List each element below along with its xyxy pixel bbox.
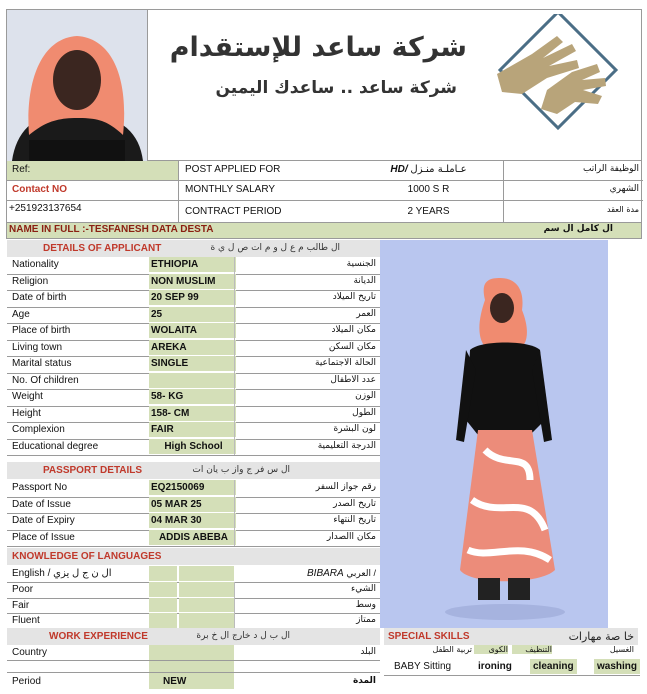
language-row-check-cell-2 — [179, 582, 234, 597]
column-divider — [234, 513, 235, 530]
passport-title: PASSPORT DETAILS — [43, 465, 143, 476]
applicant-row-label: Weight — [12, 391, 43, 402]
applicant-row-ar-label: الجنسية — [346, 259, 376, 269]
skills-ar-row — [384, 645, 638, 657]
applicant-row — [7, 373, 380, 391]
applicant-row-label: No. Of children — [12, 374, 79, 386]
period-ar-cell — [504, 201, 643, 223]
portrait-photo — [7, 10, 148, 161]
header — [6, 9, 642, 161]
applicant-row-ar-label: العمر — [356, 308, 376, 319]
post-value-ar: عـاملـة منـزل — [410, 164, 467, 175]
skill-cleaning: cleaning — [530, 659, 577, 674]
work-blank-row — [7, 661, 380, 673]
work-period-value: NEW — [163, 676, 187, 687]
company-slogan: شركة ساعد .. ساعدك اليمين — [215, 78, 457, 98]
column-divider — [234, 389, 235, 406]
country-value-cell — [149, 645, 234, 660]
skills-bottom-line — [384, 675, 640, 676]
period-value-cell — [354, 201, 504, 223]
language-row-ar-label: وسط — [355, 599, 376, 610]
applicant-row — [7, 323, 380, 341]
applicant-row-ar-label: مكان السكن — [328, 341, 376, 352]
applicant-row-value: WOLAITA — [149, 323, 236, 338]
applicant-row-label: Living town — [12, 341, 63, 353]
skill-ar-ironing: الكوى — [474, 645, 508, 654]
applicant-row-ar-label: الحالة الاجتماعية — [315, 358, 376, 368]
applicant-row-label: Age — [12, 308, 30, 320]
skills-title: SPECIAL SKILLS — [388, 631, 470, 642]
skill-ar-babysitting: تربية الطفل — [432, 645, 472, 654]
applicant-row-ar-label: الطول — [352, 407, 376, 418]
skill-ar-washing: الغسيل — [609, 645, 634, 654]
applicant-row-label: Marital status — [12, 358, 72, 369]
applicant-row-label: Religion — [12, 275, 49, 287]
full-name-ar-label: ال كامل ال سم — [543, 224, 613, 234]
passport-row-ar-label: تاريخ النتهاء — [333, 515, 376, 525]
language-row-check-cell-2 — [179, 613, 234, 628]
post-value-en: HD/ — [390, 164, 408, 175]
salary-ar-cell — [504, 181, 643, 201]
column-divider — [234, 356, 235, 373]
period-ar-label: المدة — [352, 676, 376, 686]
english-check-cell — [149, 566, 177, 581]
applicant-row-value: 158- CM — [149, 406, 236, 421]
period-label-cell — [179, 201, 354, 223]
applicant-row-label: Nationality — [12, 259, 59, 270]
work-period-row — [7, 673, 380, 689]
passport-row — [7, 513, 380, 531]
passport-row-label: Passport No — [12, 482, 68, 493]
top-table — [6, 161, 642, 223]
language-row-check-cell-2 — [179, 598, 234, 613]
column-divider — [234, 598, 235, 614]
arabic-label: العربي / — [346, 568, 376, 578]
full-name: NAME IN FULL :-TESFANESH DATA DESTA — [9, 224, 214, 235]
applicant-row — [7, 389, 380, 407]
applicant-row-ar-label: لون البشرة — [333, 424, 376, 434]
passport-row-value: 05 MAR 25 — [149, 497, 236, 512]
applicant-row-ar-label: الدرجة التعليمية — [317, 440, 376, 451]
language-row-check-cell — [149, 613, 177, 628]
passport-row-label: Date of Expiry — [12, 515, 75, 526]
period-row-label: Period — [12, 676, 41, 687]
applicant-row-value: NON MUSLIM — [149, 274, 236, 289]
passport-row-ar-label: تاريخ الصدر — [333, 498, 376, 509]
language-row — [7, 582, 380, 599]
language-header-row — [7, 566, 380, 583]
contact-label: Contact NO — [12, 184, 67, 195]
passport-row-value: EQ2150069 — [149, 480, 236, 495]
salary-value: 1000 S R — [407, 184, 450, 195]
language-row-check-cell — [149, 598, 177, 613]
language-row — [7, 598, 380, 615]
column-divider — [234, 323, 235, 340]
applicant-row-value: FAIR — [149, 422, 236, 437]
applicant-row-ar-label: مكان الميلاد — [331, 325, 376, 335]
applicant-row-ar-label: عدد الاطفال — [330, 374, 376, 385]
job-ar-label: الوظيفة الراتب — [582, 164, 639, 174]
post-label: POST APPLIED FOR — [185, 164, 281, 175]
country-ar-label: البلد — [360, 647, 376, 657]
column-divider — [234, 274, 235, 291]
applicant-row — [7, 290, 380, 308]
passport-row-ar-label: مكان االصدار — [326, 531, 376, 542]
english-check-cell-2 — [179, 566, 234, 581]
languages-section-header — [7, 548, 380, 565]
column-divider — [234, 582, 235, 598]
phone-cell — [7, 201, 179, 223]
passport-row-label: Place of Issue — [12, 531, 75, 543]
language-row-ar-label: الشيء — [350, 584, 376, 594]
column-divider — [234, 530, 235, 547]
applicant-section-header — [7, 240, 380, 257]
passport-row-label: Date of Issue — [12, 498, 71, 510]
applicant-title: DETAILS OF APPLICANT — [43, 243, 162, 254]
period-label: CONTRACT PERIOD — [185, 206, 282, 217]
passport-row — [7, 530, 380, 548]
column-divider — [234, 307, 235, 324]
applicant-row — [7, 257, 380, 275]
applicant-row-value: High School — [149, 439, 236, 454]
post-value-cell — [354, 161, 504, 181]
skill-babysitting: BABY Sitting — [394, 661, 452, 672]
period-value: 2 YEARS — [407, 206, 450, 217]
salary-value-cell — [354, 181, 504, 201]
column-divider — [234, 340, 235, 357]
applicant-row-label: Height — [12, 407, 41, 419]
passport-row-value: 04 MAR 30 — [149, 513, 236, 528]
applicant-row-ar-label: تاريخ الميلاد — [332, 292, 376, 302]
column-divider — [234, 406, 235, 423]
passport-row-value: ADDIS ABEBA — [149, 530, 236, 545]
applicant-title-ar: ال طالب م ع ل و م ات ص ل ي ة — [210, 243, 340, 253]
applicant-row-value: 20 SEP 99 — [149, 290, 236, 305]
passport-section-header — [7, 462, 380, 479]
work-country-row — [7, 645, 380, 661]
column-divider — [234, 613, 235, 629]
applicant-row-ar-label: الوزن — [355, 391, 376, 401]
period-ar-label: مدة العقد — [607, 205, 639, 214]
applicant-row-label: Complexion — [12, 424, 65, 435]
applicant-row-value: 58- KG — [149, 389, 236, 404]
ref-cell — [7, 161, 179, 181]
full-body-photo — [380, 240, 608, 628]
passport-title-ar: ال س فر ج واز ب يان ات — [192, 465, 290, 475]
arabic-value: BIBARA — [307, 568, 344, 579]
languages-title: KNOWLEDGE OF LANGUAGES — [12, 551, 162, 562]
column-divider — [234, 497, 235, 514]
company-title: شركة ساعد للإستقدام — [169, 32, 467, 63]
applicant-row-label: Educational degree — [12, 440, 99, 452]
phone-number: +251923137654 — [9, 203, 82, 214]
applicant-row-label: Place of birth — [12, 325, 71, 336]
language-row-label: Fluent — [12, 615, 40, 626]
applicant-row — [7, 307, 380, 325]
applicant-row — [7, 439, 380, 457]
work-title-ar: ال ب ل د خارج ال خ برة — [196, 631, 290, 641]
column-divider — [234, 480, 235, 497]
work-blank-cell — [149, 661, 234, 672]
skill-ironing: ironing — [478, 661, 512, 672]
english-label: English / ال ن ج ل يزي — [12, 568, 112, 579]
passport-row-ar-label: رقم جواز السفر — [315, 482, 376, 492]
column-divider — [234, 257, 235, 274]
column-divider — [234, 422, 235, 439]
ref-label: Ref: — [12, 164, 31, 175]
applicant-row-value: SINGLE — [149, 356, 236, 371]
contact-cell — [7, 181, 179, 201]
job-ar-cell — [504, 161, 643, 181]
applicant-row-value: ETHIOPIA — [149, 257, 236, 272]
language-row-label: Poor — [12, 584, 34, 595]
applicant-row — [7, 406, 380, 424]
country-label: Country — [12, 647, 48, 658]
salary-label-cell — [179, 181, 354, 201]
passport-row — [7, 480, 380, 498]
skills-section-header — [384, 628, 638, 645]
name-bar — [6, 223, 642, 239]
work-section-header — [7, 628, 380, 645]
passport-row — [7, 497, 380, 515]
post-label-cell — [179, 161, 354, 181]
language-row-check-cell — [149, 582, 177, 597]
period-value-cell — [149, 673, 234, 689]
applicant-row-ar-label: الديانة — [353, 275, 376, 286]
applicant-row-label: Date of birth — [12, 292, 67, 303]
work-title: WORK EXPERIENCE — [49, 631, 148, 642]
skills-title-ar: خا صة مهارات — [568, 630, 634, 643]
applicant-row-value — [149, 373, 236, 388]
applicant-row — [7, 422, 380, 440]
company-logo — [477, 14, 627, 154]
skill-ar-cleaning: التنظيف — [512, 645, 552, 654]
applicant-row — [7, 340, 380, 358]
applicant-row — [7, 274, 380, 292]
salary-ar-label: الشهري — [609, 184, 639, 194]
column-divider — [234, 439, 235, 456]
language-row-ar-label: ممتاز — [356, 615, 376, 625]
skill-washing: washing — [594, 659, 640, 674]
applicant-row — [7, 356, 380, 374]
salary-label: MONTHLY SALARY — [185, 184, 276, 195]
column-divider — [234, 373, 235, 390]
column-divider — [234, 290, 235, 307]
applicant-row-value: 25 — [149, 307, 236, 322]
skills-row — [384, 659, 640, 675]
applicant-row-value: AREKA — [149, 340, 236, 355]
language-row-label: Fair — [12, 599, 30, 611]
